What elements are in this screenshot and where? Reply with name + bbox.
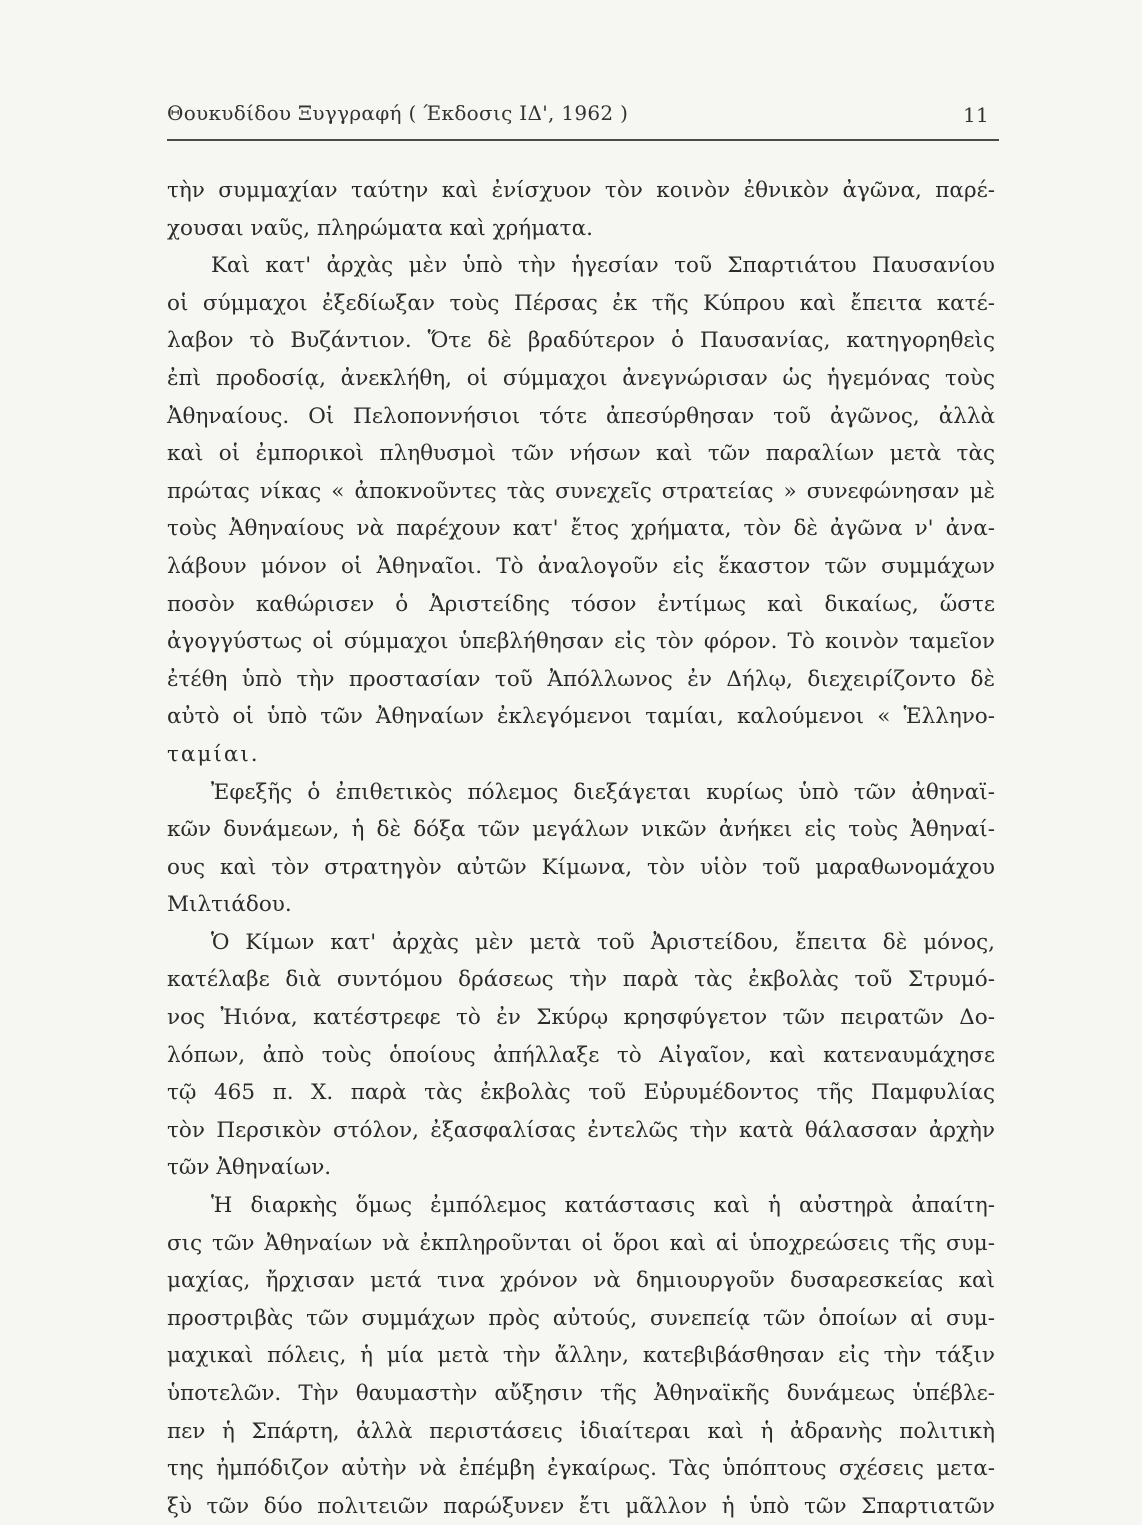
text-line: τῷ 465 π. Χ. παρὰ τὰς ἐκβολὰς τοῦ Εὐρυμέδοντος τῆς Παμφυλίας	[167, 1080, 995, 1106]
text-line: τοὺς Ἀθηναίους νὰ παρέχουν κατ' ἔτος χρήματα, τὸν δὲ ἀγῶνα ν' ἀνα-	[167, 516, 995, 542]
text-line: οἱ σύμμαχοι ἐξεδίωξαν τοὺς Πέρσας ἐκ τῆς Κύπρου καὶ ἔπειτα κατέ-	[167, 290, 995, 316]
text-line: λαβον τὸ Βυζάντιον. Ὅτε δὲ βραδύτερον ὁ Παυσανίας, κατηγορηθεὶς	[167, 328, 995, 354]
text-line: ταμίαι.	[167, 741, 260, 767]
text-line: μαχικαὶ πόλεις, ἡ μία μετὰ τὴν ἄλλην, κατεβιβάσθησαν εἰς τὴν τάξιν	[167, 1343, 995, 1369]
header-rule	[167, 139, 999, 141]
paragraph-first-line: Ὁ Κίμων κατ' ἀρχὰς μὲν μετὰ τοῦ Ἀριστείδου, ἔπειτα δὲ μόνος,	[211, 929, 995, 955]
text-line: λόπων, ἀπὸ τοὺς ὁποίους ἀπήλλαξε τὸ Αἰγαῖον, καὶ κατεναυμάχησε	[167, 1042, 995, 1068]
text-line: λάβουν μόνον οἱ Ἀθηναῖοι. Τὸ ἀναλογοῦν εἰς ἕκαστον τῶν συμμάχων	[167, 553, 995, 579]
page-number: 11	[962, 103, 989, 127]
running-title: Θουκυδίδου Ξυγγραφή ( Έκδοσις ΙΔ', 1962 )	[167, 101, 629, 125]
paragraph-first-line: Ἡ διαρκὴς ὅμως ἐμπόλεμος κατάστασις καὶ ἡ αὐστηρὰ ἀπαίτη-	[211, 1193, 995, 1219]
running-header	[167, 95, 995, 129]
text-line: ξὺ τῶν δύο πολιτειῶν παρώξυνεν ἔτι μᾶλλον ἡ ὑπὸ τῶν Σπαρτιατῶν	[167, 1493, 995, 1519]
text-line: αὐτὸ οἱ ὑπὸ τῶν Ἀθηναίων ἐκλεγόμενοι ταμίαι, καλούμενοι « Ἑλληνο-	[167, 704, 995, 730]
text-line: Ἀθηναίους. Οἱ Πελοποννήσιοι τότε ἀπεσύρθησαν τοῦ ἀγῶνος, ἀλλὰ	[167, 403, 995, 429]
text-line: ἀγογγύστως οἱ σύμμαχοι ὑπεβλήθησαν εἰς τὸν φόρον. Τὸ κοινὸν ταμεῖον	[167, 629, 995, 655]
text-line: τὴν συμμαχίαν ταύτην καὶ ἐνίσχυον τὸν κοινὸν ἐθνικὸν ἀγῶνα, παρέ-	[167, 178, 995, 203]
text-line: ποσὸν καθώρισεν ὁ Ἀριστείδης τόσον ἐντίμως καὶ δικαίως, ὥστε	[167, 591, 995, 617]
text-line: ὑποτελῶν. Τὴν θαυμαστὴν αὔξησιν τῆς Ἀθηναϊκῆς δυνάμεως ὑπέβλε-	[167, 1381, 995, 1406]
text-line: Μιλτιάδου.	[167, 892, 292, 918]
text-line: πρώτας νίκας « ἀποκνοῦντες τὰς συνεχεῖς στρατείας » συνεφώνησαν μὲ	[167, 478, 995, 504]
text-line: ἐπὶ προδοσίᾳ, ἀνεκλήθη, οἱ σύμμαχοι ἀνεγνώρισαν ὡς ἡγεμόνας τοὺς	[167, 365, 995, 391]
text-line: ἐτέθη ὑπὸ τὴν προστασίαν τοῦ Ἀπόλλωνος ἐν Δήλῳ, διεχειρίζοντο δὲ	[167, 666, 995, 692]
text-line: ους καὶ τὸν στρατηγὸν αὐτῶν Κίμωνα, τὸν υἱὸν τοῦ μαραθωνομάχου	[167, 854, 995, 880]
text-line: σις τῶν Ἀθηναίων νὰ ἐκπληροῦνται οἱ ὅροι καὶ αἱ ὑποχρεώσεις τῆς συμ-	[167, 1230, 995, 1256]
text-line: πεν ἡ Σπάρτη, ἀλλὰ περιστάσεις ἰδιαίτεραι καὶ ἡ ἀδρανὴς πολιτικὴ	[167, 1418, 995, 1444]
text-line: νος Ἠιόνα, κατέστρεφε τὸ ἐν Σκύρῳ κρησφύγετον τῶν πειρατῶν Δο-	[167, 1005, 995, 1031]
text-line: κατέλαβε διὰ συντόμου δράσεως τὴν παρὰ τὰς ἐκβολὰς τοῦ Στρυμό-	[167, 967, 995, 993]
text-line: προστριβὰς τῶν συμμάχων πρὸς αὐτούς, συνεπείᾳ τῶν ὁποίων αἱ συμ-	[167, 1305, 995, 1331]
paragraph-first-line: Καὶ κατ' ἀρχὰς μὲν ὑπὸ τὴν ἡγεσίαν τοῦ Σπαρτιάτου Παυσανίου	[211, 253, 995, 279]
text-line: κῶν δυνάμεων, ἡ δὲ δόξα τῶν μεγάλων νικῶν ἀνήκει εἰς τοὺς Ἀθηναί-	[167, 817, 995, 843]
text-line: τῶν Ἀθηναίων.	[167, 1155, 332, 1181]
body-text	[167, 172, 995, 1525]
text-line: τὸν Περσικὸν στόλον, ἐξασφαλίσας ἐντελῶς τὴν κατὰ θάλασσαν ἀρχὴν	[167, 1117, 995, 1143]
text-line: της ἠμπόδιζον αὐτὴν νὰ ἐπέμβη ἐγκαίρως. Τὰς ὑπόπτους σχέσεις μετα-	[167, 1456, 995, 1482]
paragraph-first-line: Ἐφεξῆς ὁ ἐπιθετικὸς πόλεμος διεξάγεται κυρίως ὑπὸ τῶν ἀθηναϊ-	[211, 779, 995, 805]
text-line: μαχίας, ἤρχισαν μετά τινα χρόνον νὰ δημιουργοῦν δυσαρεσκείας καὶ	[167, 1268, 995, 1294]
text-line: χουσαι ναῦς, πληρώματα καὶ χρήματα.	[167, 215, 593, 241]
text-line: καὶ οἱ ἐμπορικοὶ πληθυσμοὶ τῶν νήσων καὶ τῶν παραλίων μετὰ τὰς	[167, 441, 995, 467]
